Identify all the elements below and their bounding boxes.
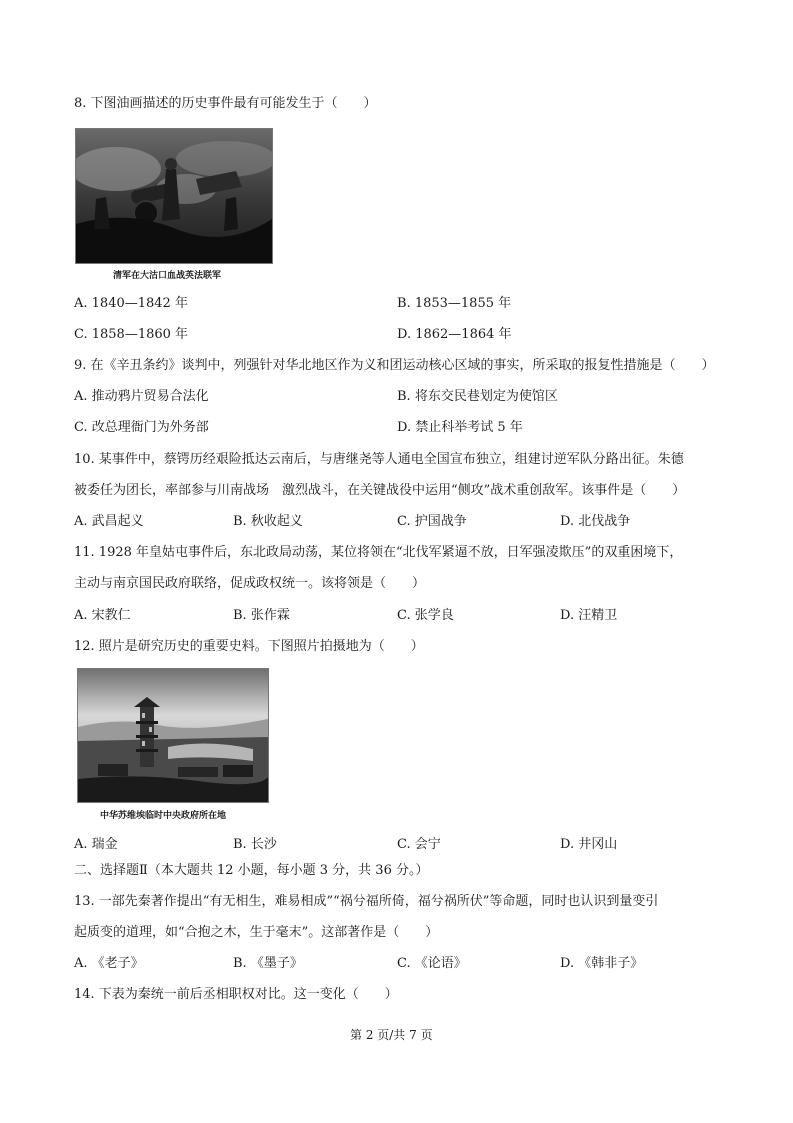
q10-option-a[interactable]: A. 武昌起义: [74, 514, 144, 529]
q12-option-d[interactable]: D. 井冈山: [560, 837, 618, 852]
ruijin-photo-image: [77, 668, 269, 803]
q11-option-a[interactable]: A. 宋教仁: [74, 608, 131, 623]
q10-option-b[interactable]: B. 秋收起义: [233, 514, 303, 529]
q12-stem: 12. 照片是研究历史的重要史料。下图照片拍摄地为（ ）: [74, 639, 424, 654]
q13-stem-line1: 13. 一部先秦著作提出“有无相生，难易相成”“祸兮福所倚，福兮祸所伏”等命题，同时也认识到量变引: [74, 894, 659, 909]
q14-stem: 14. 下表为秦统一前后丞相职权对比。这一变化（ ）: [74, 987, 398, 1002]
q8-option-a[interactable]: A. 1840—1842 年: [74, 296, 188, 311]
q11-option-d[interactable]: D. 汪精卫: [560, 608, 618, 623]
q13-stem-line2: 起质变的道理，如“合抱之木，生于毫末”。这部著作是（ ）: [74, 925, 439, 940]
q11-option-b[interactable]: B. 张作霖: [233, 608, 290, 623]
q11-stem-line2: 主动与南京国民政府联络，促成政权统一。该将领是（ ）: [74, 576, 426, 591]
q11-stem-line1: 11. 1928 年皇姑屯事件后，东北政局动荡，某位将领在“北伐军紧逼不放，日军强凌欺压”的双重困境下，: [74, 545, 683, 560]
q9-option-d[interactable]: D. 禁止科举考试 5 年: [397, 420, 523, 435]
q9-option-c[interactable]: C. 改总理衙门为外务部: [74, 420, 209, 435]
q10-stem-line1: 10. 某事件中，蔡锷历经艰险抵达云南后，与唐继尧等人通电全国宣布独立，组建讨逆军队分路出征。朱德: [74, 452, 684, 467]
q8-stem: 8. 下图油画描述的历史事件最有可能发生于（ ）: [74, 96, 377, 111]
q12-image-caption: 中华苏维埃临时中央政府所在地: [100, 811, 227, 821]
q8-image-caption: 清军在大沽口血战英法联军: [113, 271, 222, 281]
battle-painting-graphic: [76, 129, 272, 263]
q13-option-b[interactable]: B. 《墨子》: [233, 956, 303, 971]
q13-option-c[interactable]: C. 《论语》: [397, 956, 467, 971]
q12-option-b[interactable]: B. 长沙: [233, 837, 277, 852]
q13-option-d[interactable]: D. 《韩非子》: [560, 956, 644, 971]
q8-option-c[interactable]: C. 1858—1860 年: [74, 327, 189, 342]
q10-option-c[interactable]: C. 护国战争: [397, 514, 467, 529]
q8-option-b[interactable]: B. 1853—1855 年: [397, 296, 512, 311]
q12-option-a[interactable]: A. 瑞金: [74, 837, 118, 852]
q11-option-c[interactable]: C. 张学良: [397, 608, 454, 623]
q9-option-b[interactable]: B. 将东交民巷划定为使馆区: [397, 389, 558, 404]
q12-option-c[interactable]: C. 会宁: [397, 837, 441, 852]
page-number: 第 2 页/共 7 页: [350, 1028, 433, 1042]
q10-stem-line2: 被委任为团长，率部参与川南战场 激烈战斗，在关键战役中运用“侧攻”战术重创敌军。该事件是（ ）: [74, 483, 686, 498]
section2-heading: 二、选择题Ⅱ（本大题共 12 小题，每小题 3 分，共 36 分。）: [74, 863, 429, 878]
q9-stem: 9. 在《辛丑条约》谈判中，列强针对华北地区作为义和团运动核心区域的事实，所采取的报复性措施是（ ）: [74, 358, 715, 373]
q10-option-d[interactable]: D. 北伐战争: [560, 514, 631, 529]
q13-option-a[interactable]: A. 《老子》: [74, 956, 144, 971]
q9-option-a[interactable]: A. 推动鸦片贸易合法化: [74, 389, 209, 404]
q8-option-d[interactable]: D. 1862—1864 年: [397, 327, 512, 342]
ruijin-photo-graphic: [78, 669, 268, 802]
battle-painting-image: [75, 128, 273, 264]
